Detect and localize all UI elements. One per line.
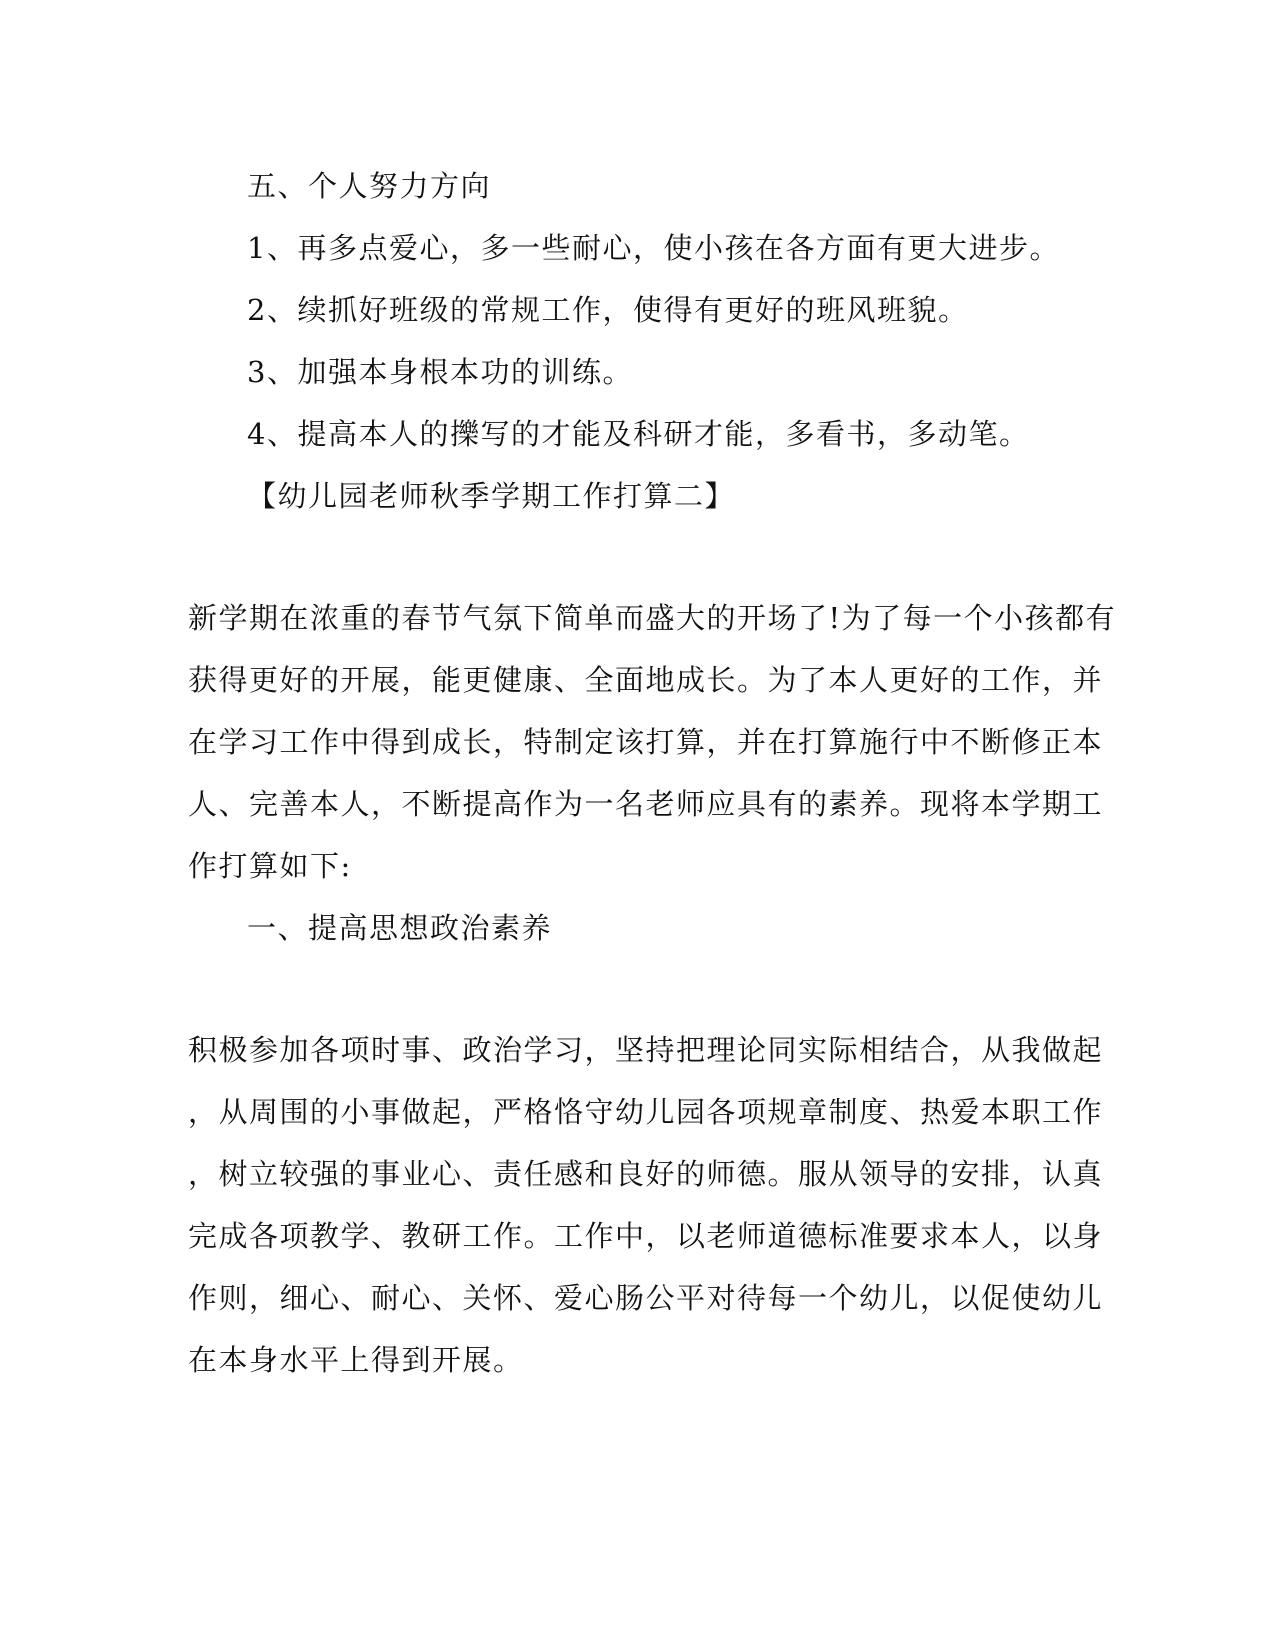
- section-1-line-1: 积极参加各项时事、政治学习，坚持把理论同实际相结合，从我做起: [188, 1033, 1104, 1067]
- section-5-item-1: 1、再多点爱心，多一些耐心，使小孩在各方面有更大进步。: [247, 231, 1060, 265]
- section-1-heading: 一、提高思想政治素养: [247, 911, 553, 945]
- section-5-item-4: 4、提高本人的擽写的才能及科研才能，多看书，多动笔。: [247, 417, 1030, 451]
- section-1-line-6: 在本身水平上得到开展。: [188, 1343, 524, 1377]
- section-5-item-2: 2、续抓好班级的常规工作，使得有更好的班风班貌。: [247, 293, 969, 327]
- part-2-title: 【幼儿园老师秋季学期工作打算二】: [247, 479, 736, 513]
- section-5-item-3: 3、加强本身根本功的训练。: [247, 355, 633, 389]
- section-1-line-5: 作则，细心、耐心、关怀、爱心肠公平对待每一个幼儿，以促使幼儿: [188, 1281, 1104, 1315]
- section-1-line-4: 完成各项教学、教研工作。工作中，以老师道德标准要求本人，以身: [188, 1219, 1104, 1253]
- intro-line-4: 人、完善本人，不断提高作为一名老师应具有的素养。现将本学期工: [188, 787, 1104, 821]
- section-5-heading: 五、个人努力方向: [247, 169, 492, 203]
- intro-line-5: 作打算如下:: [188, 849, 352, 883]
- intro-line-3: 在学习工作中得到成长，特制定该打算，并在打算施行中不断修正本: [188, 725, 1104, 759]
- intro-line-1: 新学期在浓重的春节气氛下简单而盛大的开场了!为了每一个小孩都有: [188, 601, 1117, 635]
- section-1-line-3: ，树立较强的事业心、责任感和良好的师德。服从领导的安排，认真: [188, 1157, 1104, 1191]
- section-1-line-2: ，从周围的小事做起，严格恪守幼儿园各项规章制度、热爱本职工作: [188, 1095, 1104, 1129]
- intro-line-2: 获得更好的开展，能更健康、全面地成长。为了本人更好的工作，并: [188, 663, 1104, 697]
